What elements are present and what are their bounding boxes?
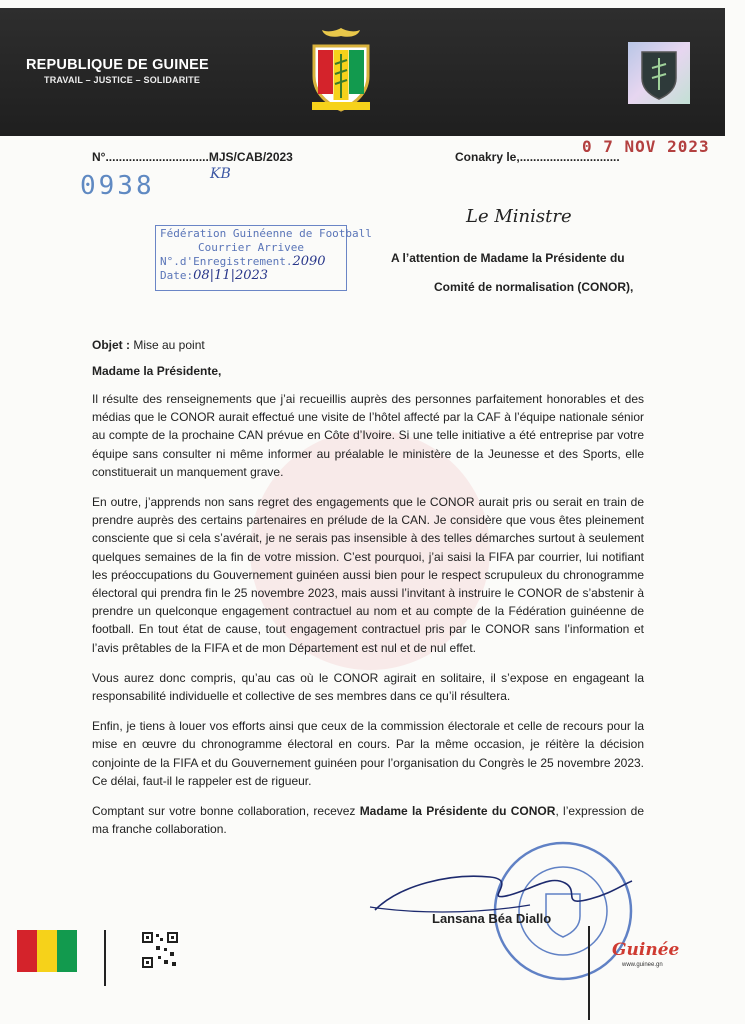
paragraph: Il résulte des renseignements que j’ai recueillis auprès des personnes parfaitement honorables et des médias que le CONOR aurait effectué une visite de l’hôtel affecté par la CAF à l’équipe nationale sénior au compte de la prochaine CAN prévue en Côte d’Ivoire. Si une telle initiative a été entreprise par votre équipe sans consulter ni même informer au préalable le ministère de la Jeunesse et des Sports, elle constituerait un manquement grave. <box>92 392 644 479</box>
stamp-registration-value: 2090 <box>292 254 326 269</box>
closing-paragraph <box>92 802 644 838</box>
paragraph: Enfin, je tiens à louer vos efforts ainsi que ceux de la commission électorale et celle de recours pour la mise en œuvre du chronogramme électoral en cours. Par la même occasion, je réitère la décision conjointe de la FIFA et du Gouvernement guinéen pour l’organisation du Congrès le 25 novembre 2023. Ce délai, faut-il le rappeler est de rigueur. <box>92 719 644 788</box>
footer-divider <box>104 930 106 986</box>
flag-red-stripe <box>17 930 37 972</box>
closing-text-bold: Madame la Présidente du CONOR <box>359 804 556 819</box>
guinee-brand-logo: Guinée <box>612 940 680 960</box>
republic-title: REPUBLIQUE DE GUINEE <box>26 57 209 73</box>
stamp-registration-label: N°.d'Enregistrement. <box>160 255 293 268</box>
republic-motto: TRAVAIL – JUSTICE – SOLIDARITE <box>44 75 201 85</box>
hologram-seal-icon <box>628 42 690 104</box>
stamp-date-row <box>160 269 342 283</box>
subject-line <box>92 338 205 352</box>
footer-divider-right <box>588 926 590 1020</box>
stamp-date-value: 08|11|2023 <box>193 268 269 283</box>
addressee-line-1: A l’attention de Madame la Présidente du <box>391 251 625 265</box>
addressee-line-2: Comité de normalisation (CONOR), <box>434 280 634 294</box>
registration-number: 0938 <box>80 171 155 201</box>
salutation: Madame la Présidente, <box>92 364 222 378</box>
letter-body <box>92 390 644 850</box>
closing-text-after: , l’expression de ma franche collaboration. <box>92 804 644 837</box>
handwritten-initials: KB <box>210 166 231 182</box>
stamp-federation-name: Fédération Guinéenne de Football <box>160 227 372 240</box>
place-date-line: Conakry le,.............................. <box>455 150 620 164</box>
signer-name: Lansana Béa Diallo <box>432 911 552 926</box>
stamp-registration-row <box>160 255 342 269</box>
courier-received-stamp <box>155 225 372 291</box>
closing-text-before: Comptant sur votre bonne collaboration, recevez <box>92 804 360 819</box>
flag-green-stripe <box>57 930 77 972</box>
coat-of-arms-icon <box>302 24 380 114</box>
paragraph: Vous aurez donc compris, qu’au cas où le CONOR agirait en solitaire, il s’expose en engageant la responsabilité individuelle et collective de ses membres dans ce qu’il résultera. <box>92 670 644 704</box>
flag-yellow-stripe <box>37 930 57 972</box>
minister-title: Le Ministre <box>466 206 572 227</box>
brand-url: www.guinee.gn <box>622 962 663 968</box>
date-stamp: 0 7 NOV 2023 <box>582 137 710 156</box>
qr-code-icon[interactable] <box>140 930 180 970</box>
reference-number: N°...............................MJS/CAB/2023 <box>92 150 293 164</box>
paragraph: En outre, j’apprends non sans regret des engagements que le CONOR aurait pris ou serait en train de prendre auprès des certains partenaires en prélude de la CAN. Je considère que vous êtes pleinement consciente que si cela s’avérait, je ne serais pas insensible à des telles démarches surtout à seulement quelques semaines de la fin de votre mission. C’est pourquoi, j’ai saisi la FIFA par courrier, lui notifiant les préoccupations du Gouvernement guinéen aussi bien pour le respect scrupuleux du chronogramme électoral qui prendra fin le 25 novembre 2023, mais aussi l’invitant à instruire le CONOR de s’abstenir à prendre un quelconque engagement contractuel au nom et au compte de la Fédération guinéenne de football. En tout état de cause, tout engagement contractuel pris par le CONOR sans l’information et l’avis prêtables de la FIFA et de mon Département est nul et de nul effet. <box>92 495 644 655</box>
stamp-courier-label: Courrier Arrivee <box>198 241 304 254</box>
guinea-flag <box>17 930 77 972</box>
subject-label: Objet : <box>92 338 130 352</box>
subject-text: Mise au point <box>130 338 205 352</box>
stamp-date-label: Date: <box>160 269 194 282</box>
